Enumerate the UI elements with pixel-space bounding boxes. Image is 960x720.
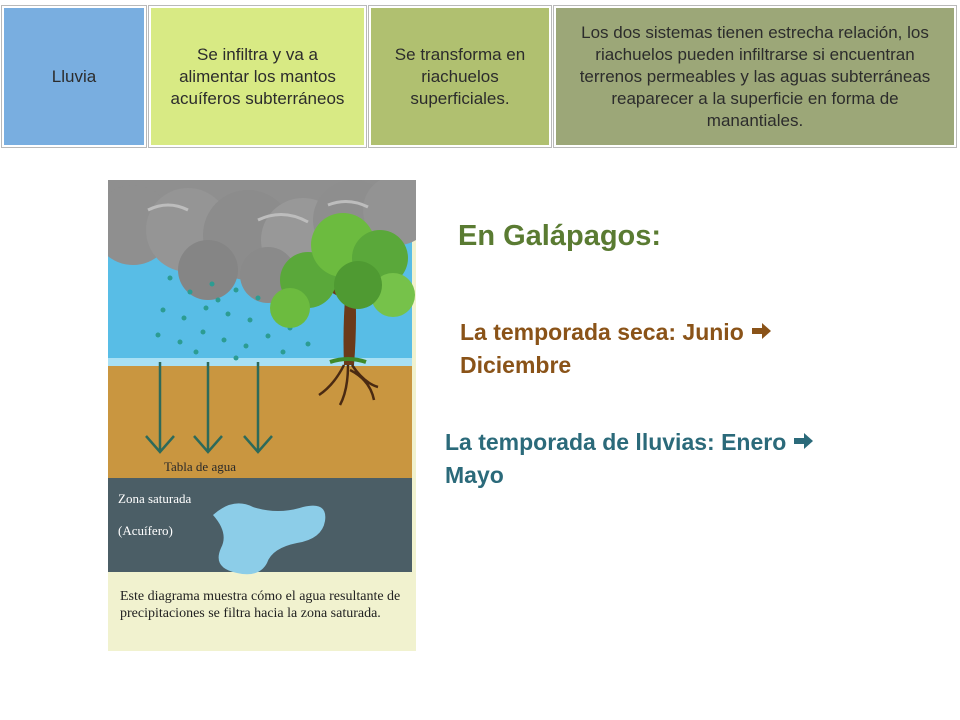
flow-box-streams-text: Se transforma en riachuelos superficiales. <box>394 44 526 108</box>
flow-box-relation-text: Los dos sistemas tienen estrecha relación, los riachuelos pueden infiltrarse si encuentran terrenos permeables y las aguas subterráneas reaparecer a la superficie en forma de manantiales. <box>579 22 931 130</box>
flow-box-infiltration-text: Se infiltra y va a alimentar los mantos acuíferos subterráneos <box>170 44 345 108</box>
arrow-right-icon <box>792 426 814 459</box>
dry-season-text <box>460 316 860 382</box>
arrow-right-icon <box>750 316 772 349</box>
galapagos-heading: En Galápagos: <box>458 220 662 252</box>
ground-surface-line <box>108 358 412 366</box>
wet-season-end: Mayo <box>445 462 504 488</box>
saturated-zone-label: Zona saturada <box>118 491 192 506</box>
diagram-caption: Este diagrama muestra cómo el agua resultante de precipitaciones se filtra hacia la zona saturada. <box>120 589 401 621</box>
flow-box-infiltration <box>149 6 366 147</box>
flow-box-rain-text: Lluvia <box>51 66 97 86</box>
wet-season-label: La temporada de lluvias: Enero <box>445 429 787 455</box>
flow-box-streams <box>369 6 551 147</box>
aquifer-label: (Acuífero) <box>118 523 173 538</box>
process-flow-bar <box>0 0 960 150</box>
dry-season-end: Diciembre <box>460 352 572 378</box>
flow-box-rain <box>2 6 146 147</box>
dry-season-label: La temporada seca: Junio <box>460 319 744 345</box>
groundwater-diagram <box>108 180 416 651</box>
water-table-label: Tabla de agua <box>164 459 236 474</box>
groundwater-illustration <box>108 180 416 580</box>
wet-season-text <box>445 426 905 492</box>
flow-box-relation <box>554 6 956 147</box>
